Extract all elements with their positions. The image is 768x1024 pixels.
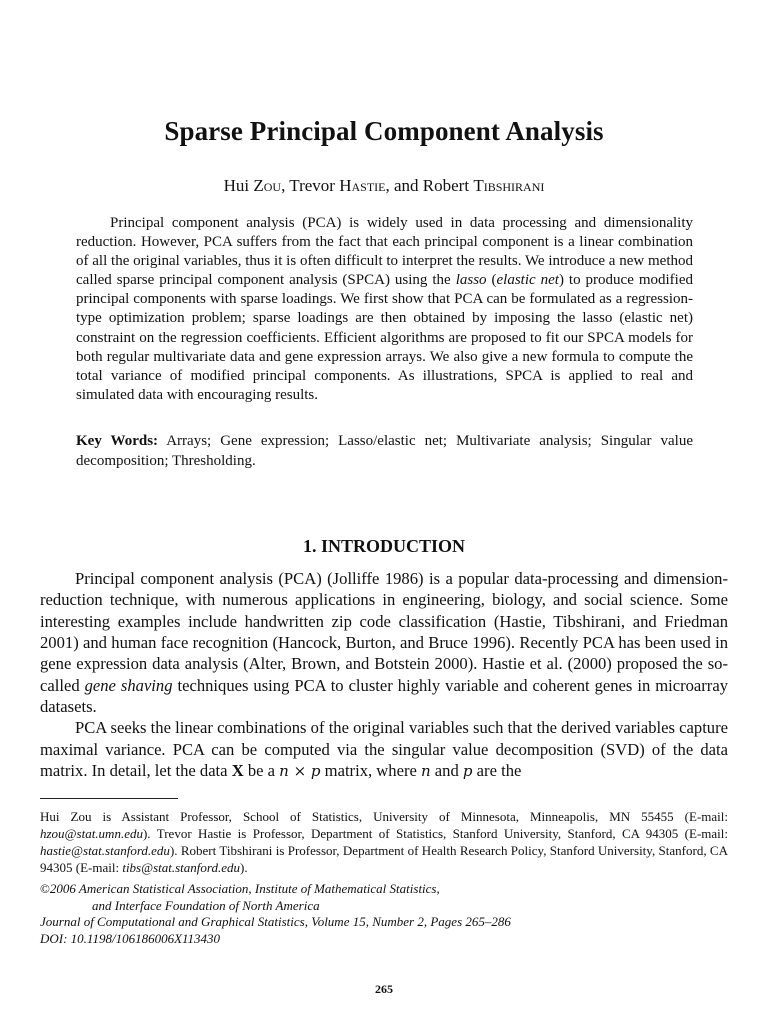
emphasis-gene-shaving: gene shaving [84,675,173,695]
email-zou: hzou@stat.umn.edu [40,826,143,842]
email-tibshirani: tibs@stat.stanford.edu [122,860,240,876]
section-body-introduction [40,568,728,782]
page-number: 265 [375,982,393,996]
author-1-last: Zou [253,176,282,195]
paragraph [40,717,728,782]
author-2-last: Hastie [339,176,386,195]
journal-citation: Journal of Computational and Graphical Statistics, Volume 15, Number 2, Pages 265–286 [40,914,511,930]
doi: DOI: 10.1198/106186006X113430 [40,930,221,946]
paragraph-text: techniques using PCA to cluster highly variable and coherent genes in microarray datasets. [40,675,728,717]
paragraph-text: are the [472,761,522,781]
paper-title: Sparse Principal Component Analysis [164,116,604,146]
abstract-text-1: Principal component analysis (PCA) is widely used in data processing and dimensionality reduction. However, PCA suffers from the fact that each principal component is a linear combination of all the original variables, thus it is often difficult to interpret the results. We introduce a new method called sparse principal component analysis (SPCA) using the [76,215,693,289]
math-dims: n × p [279,762,321,781]
copyright-line: and Interface Foundation of North America [92,897,320,913]
copyright-symbol: © [40,881,50,896]
copyright-block [40,881,728,947]
keywords [76,432,693,471]
footnote-divider [40,798,178,799]
paragraph-text: Principal component analysis (PCA) (Jolliffe 1986) is a popular data-processing and dimension-reduction technique, with numerous applications in engineering, biology, and social science. Some interesting examples include handwritten zip code classification (Hastie, Tibshirani, and Friedman 2001) and human face recognition (Hancock, Burton, and Bruce 1996). Recently PCA has been used in gene expression data analysis (Alter, Brown, and Botstein 2000). Hastie et al. (2000) proposed the so-called [40,569,728,695]
email-hastie: hastie@stat.stanford.edu [40,843,170,859]
footnote-text: ). Robert Tibshirani is Professor, Department of Health Research Policy, Stanford University, Stanford, CA 94305 (E-mail: [40,843,728,876]
author-1-first: Hui [223,176,254,195]
abstract-text-2: ( [486,272,497,289]
matrix-symbol-x: X [231,761,244,781]
keywords-label: Key Words: [76,433,159,449]
math-p: p [462,762,473,781]
abstract-term-elastic-net: elastic net [496,272,559,289]
author-affiliation-footnote [40,808,728,876]
paragraph-text: be a [243,761,280,781]
abstract-term-lasso: lasso [455,272,487,289]
footnote-text: ). [239,860,248,876]
copyright-line [40,881,728,898]
copyright-text: 2006 American Statistical Association, Institute of Mathematical Statistics, [49,881,440,896]
footnote-text: ). Trevor Hastie is Professor, Department of Statistics, Stanford University, Stanford, CA 94305 (E-mail: [142,826,728,842]
keywords-text: Arrays; Gene expression; Lasso/elastic net; Multivariate analysis; Singular value decomposition; Thresholding. [76,433,694,469]
author-sep-1: , Trevor [281,176,340,195]
footnote-text: Hui Zou is Assistant Professor, School of Statistics, University of Minnesota, Minneapolis, MN 55455 (E-mail: [40,809,728,824]
abstract-text-3: ) to produce modified principal components with sparse loadings. We first show that PCA can be formulated as a regression-type optimization problem; sparse loadings are then obtained by imposing the lasso (elastic net) constraint on the regression coefficients. Efficient algorithms are proposed to fit our SPCA models for both regular multivariate data and gene expression arrays. We also give a new formula to compute the total variance of modified principal components. As illustrations, SPCA is applied to real and simulated data with encouraging results. [76,272,693,403]
paragraph [40,568,728,717]
author-sep-2: , and Robert [385,176,474,195]
section-heading-introduction: 1. INTRODUCTION [302,536,466,556]
abstract [76,214,693,405]
paragraph-text: matrix, where [320,761,421,781]
paragraph-text: PCA seeks the linear combinations of the original variables such that the derived variables capture maximal variance. PCA can be computed via the singular value decomposition (SVD) of the data matrix. In detail, let the data [40,718,728,781]
paragraph-text: and [430,761,463,781]
author-3-last: Tibshirani [473,176,545,195]
math-n: n [420,762,431,781]
author-list [0,176,768,196]
